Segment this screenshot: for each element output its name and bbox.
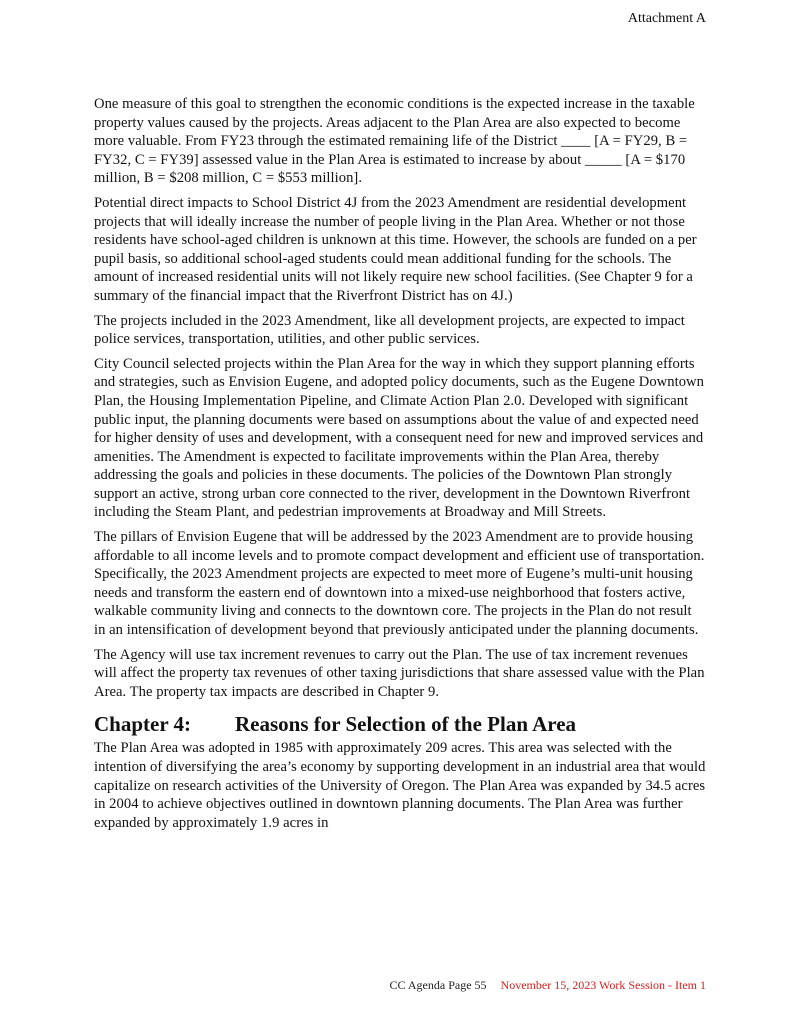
paragraph-tax-value-increase: One measure of this goal to strengthen the economic conditions is the expected increase in the taxable property values caused by the projects. Areas adjacent to the Plan Area are also expected to become more valuable. From FY23 through the estimated remaining life of the District ____ [A = FY29, B = FY32, C = FY39] assessed value in the Plan Area is estimated to increase by about _____ [A = $170 million, B = $208 million, C = $553 million]. bbox=[94, 96, 695, 187]
attachment-label: Attachment A bbox=[627, 11, 706, 26]
paragraph-public-services-impacts: The projects included in the 2023 Amendment, like all development projects, are expected to impact police services, transportation, utilities, and other public services. bbox=[94, 312, 685, 348]
paragraph-council-project-selection: City Council selected projects within the Plan Area for the way in which they support planning efforts and strategies, such as Envision Eugene, and adopted policy documents, such as the Eugene Downtown Plan, the Housing Implementation Pipeline, and Climate Action Plan 2.0. Developed with significant public input, the planning documents were based on assumptions about the value of and expected need for higher density of uses and development, with a consequent need for new and improved services and amenities. The Amendment is expected to facilitate improvements within the Plan Area, thereby addressing the goals and policies in these documents. The policies of the Downtown Plan strongly support an active, strong urban core connected to the river, development in the Downtown Riverfront including the Steam Plant, and pedestrian improvements at Broadway and Mill Streets. bbox=[94, 355, 704, 521]
paragraph-school-district-impacts: Potential direct impacts to School District 4J from the 2023 Amendment are residential development projects that will ideally increase the number of people living in the Plan Area. Whether or not those residents have school-aged children is unknown at this time. However, the schools are funded on a per pupil basis, so additional school-aged students could mean additional funding for the schools. The amount of increased residential units will not likely require new school facilities. (See Chapter 9 for a summary of the financial impact that the Riverfront District has on 4J.) bbox=[94, 194, 697, 304]
paragraph-tax-increment-revenues: The Agency will use tax increment revenues to carry out the Plan. The use of tax increment revenues will affect the property tax revenues of other taxing jurisdictions that share assessed value with the Plan Area. The property tax impacts are described in Chapter 9. bbox=[94, 646, 705, 700]
work-session-label: November 15, 2023 Work Session - Item 1 bbox=[500, 978, 706, 992]
document-body bbox=[94, 95, 706, 838]
paragraph-plan-area-history: The Plan Area was adopted in 1985 with approximately 209 acres. This area was selected with the intention of diversifying the area’s economy by supporting development in an industrial area that would capitalize on research activities of the University of Oregon. The Plan Area was expanded by 34.5 acres in 2004 to achieve objectives outlined in downtown planning documents. The Plan Area was further expanded by approximately 1.9 acres in bbox=[94, 740, 706, 831]
chapter-heading bbox=[94, 711, 706, 737]
chapter-title: Reasons for Selection of the Plan Area bbox=[235, 712, 577, 737]
paragraph-envision-eugene-pillars: The pillars of Envision Eugene that will be addressed by the 2023 Amendment are to provide housing affordable to all income levels and to promote compact development and efficient use of transportation. Specifically, the 2023 Amendment projects are expected to meet more of Eugene’s multi-unit housing needs and transform the eastern end of downtown into a mixed-use neighborhood that fosters active, walkable community living and connects to the downtown core. The projects in the Plan do not result in an intensification of development beyond that previously anticipated under the planning documents. bbox=[94, 529, 705, 639]
agenda-page-label: CC Agenda Page 55 bbox=[389, 978, 487, 992]
page-footer bbox=[390, 977, 706, 993]
chapter-number: Chapter 4: bbox=[94, 712, 192, 737]
